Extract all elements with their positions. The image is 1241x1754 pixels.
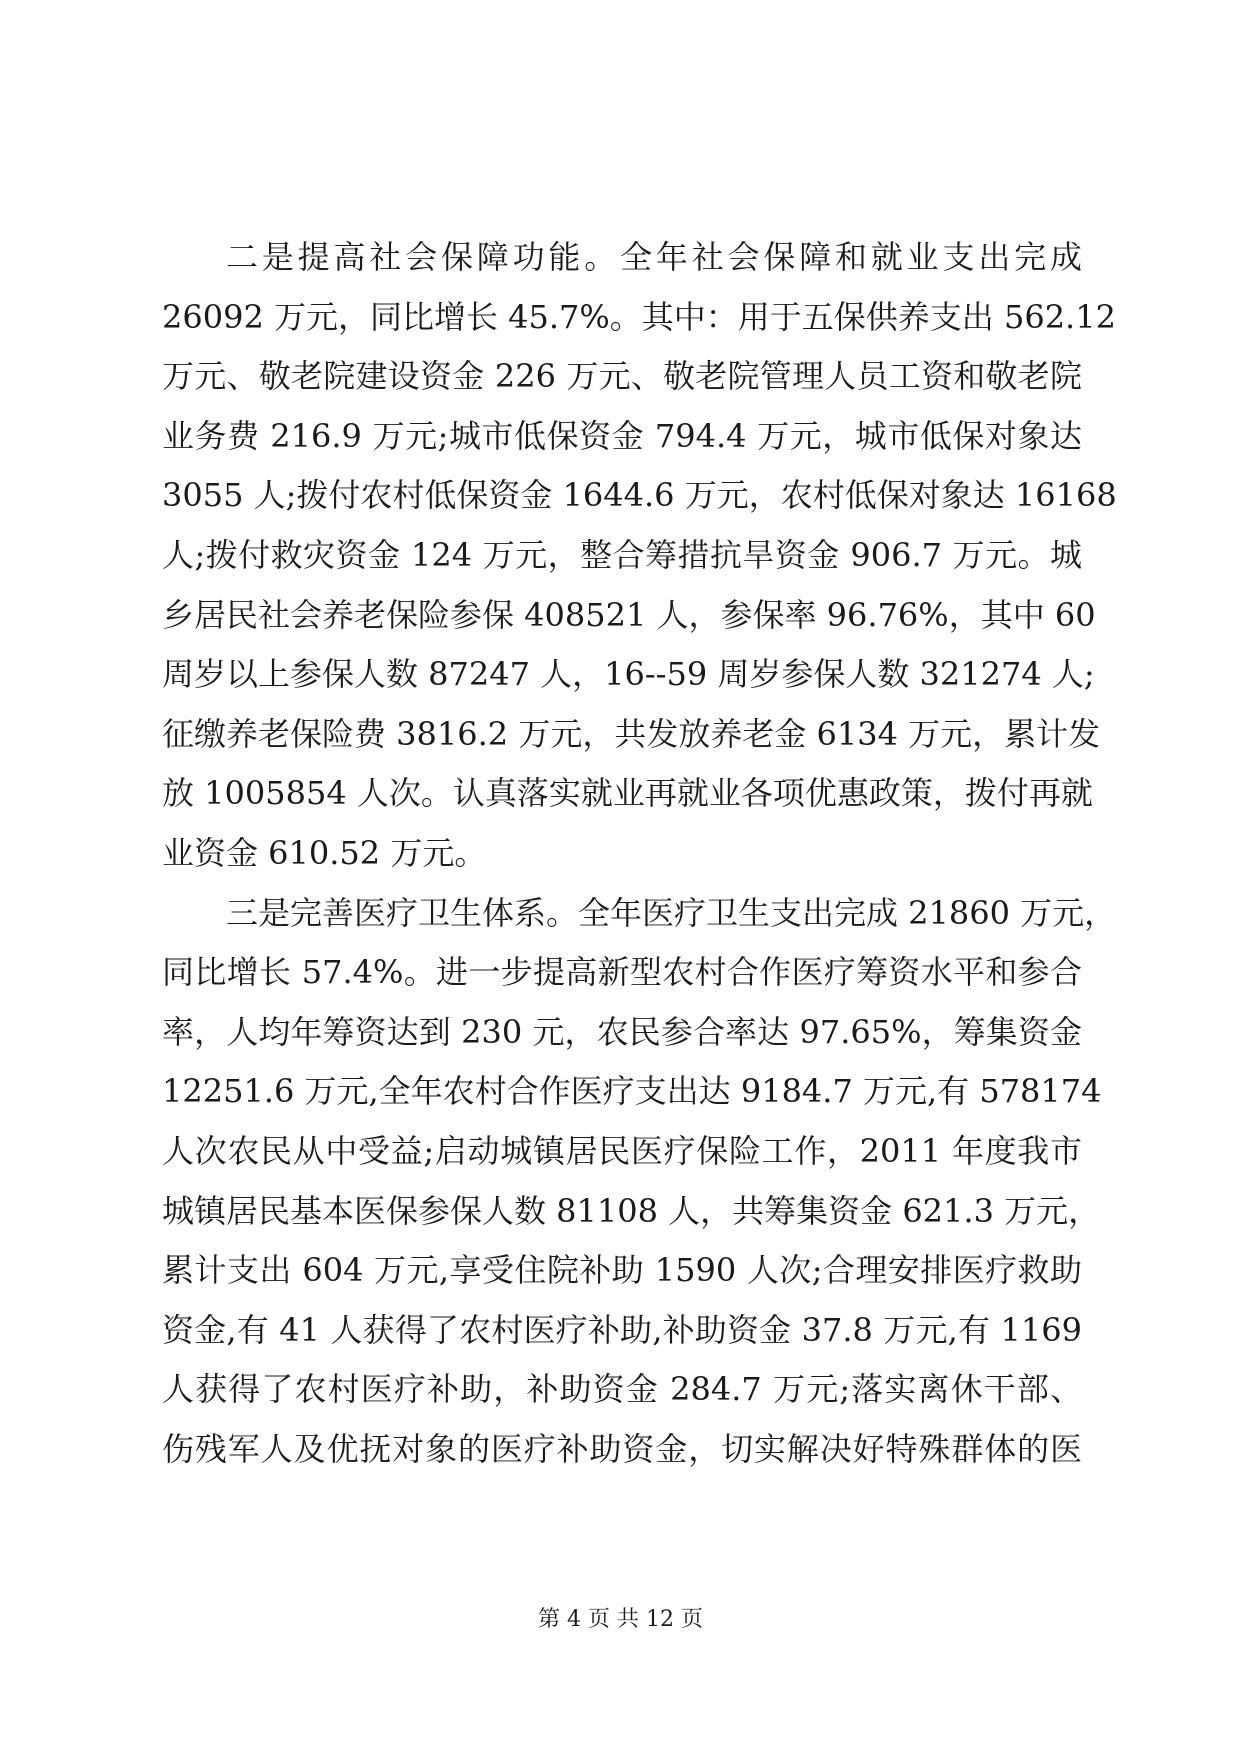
text-line: 人次农民从中受益;启动城镇居民医疗保险工作，2011 年度我市 xyxy=(162,1131,1082,1170)
page-number-footer: 第 4 页 共 12 页 xyxy=(538,1607,703,1632)
text-line: 3055 人;拨付农村低保资金 1644.6 万元，农村低保对象达 16168 xyxy=(162,476,1117,515)
text-line: 万元、敬老院建设资金 226 万元、敬老院管理人员工资和敬老院 xyxy=(162,357,1082,396)
text-line: 26092 万元，同比增长 45.7%。其中：用于五保供养支出 562.12 xyxy=(162,297,1116,336)
text-line: 资金,有 41 人获得了农村医疗补助,补助资金 37.8 万元,有 1169 xyxy=(162,1310,1082,1349)
text-line: 放 1005854 人次。认真落实就业再就业各项优惠政策，拨付再就 xyxy=(162,774,1093,813)
text-line: 业资金 610.52 万元。 xyxy=(162,833,487,872)
text-line: 伤残军人及优抚对象的医疗补助资金，切实解决好特殊群体的医 xyxy=(162,1429,1082,1468)
text-line: 率，人均年筹资达到 230 元，农民参合率达 97.65%，筹集资金 xyxy=(162,1012,1082,1051)
text-line: 二是提高社会保障功能。全年社会保障和就业支出完成 xyxy=(226,238,1082,276)
paragraph-medical-health xyxy=(162,884,1117,1480)
text-line: 城镇居民基本医保参保人数 81108 人，共筹集资金 621.3 万元， xyxy=(162,1191,1101,1230)
text-line: 征缴养老保险费 3816.2 万元，共发放养老金 6134 万元，累计发 xyxy=(162,714,1101,753)
document-body xyxy=(162,228,1117,1479)
text-line: 乡居民社会养老保险参保 408521 人，参保率 96.76%，其中 60 xyxy=(162,595,1096,634)
text-line: 12251.6 万元,全年农村合作医疗支出达 9184.7 万元,有 578174 xyxy=(162,1072,1102,1111)
text-line: 业务费 216.9 万元;城市低保资金 794.4 万元，城市低保对象达 xyxy=(162,416,1082,455)
paragraph-social-security xyxy=(162,228,1117,884)
text-line: 人获得了农村医疗补助，补助资金 284.7 万元;落实离休干部、 xyxy=(162,1370,1082,1409)
text-line: 同比增长 57.4%。进一步提高新型农村合作医疗筹资水平和参合 xyxy=(162,953,1082,992)
text-line: 周岁以上参保人数 87247 人，16--59 周岁参保人数 321274 人; xyxy=(162,655,1095,694)
text-line: 人;拨付救灾资金 124 万元，整合筹措抗旱资金 906.7 万元。城 xyxy=(162,535,1082,574)
text-line: 三是完善医疗卫生体系。全年医疗卫生支出完成 21860 万元， xyxy=(226,893,1117,932)
text-line: 累计支出 604 万元,享受住院补助 1590 人次;合理安排医疗救助 xyxy=(162,1251,1082,1290)
